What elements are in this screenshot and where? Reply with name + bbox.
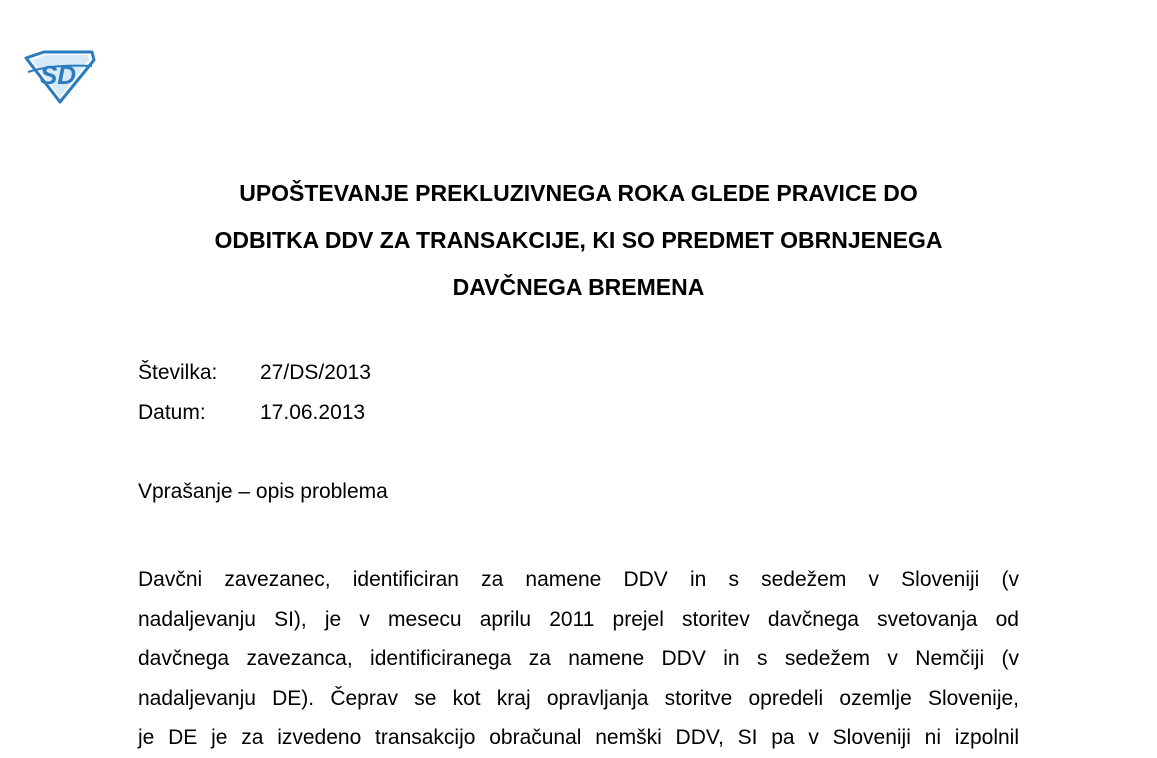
document-date-value: 17.06.2013 <box>260 401 366 424</box>
sd-shield-icon <box>22 50 96 104</box>
paragraph-line-2: nadaljevanju SI), je v mesecu aprilu 2011 prejel storitev davčnega svetovanja od <box>138 607 1019 631</box>
title-line-1: UPOŠTEVANJE PREKLUZIVNEGA ROKA GLEDE PRAVICE DO <box>239 180 918 206</box>
document-date-label: Datum: <box>138 401 206 424</box>
document-title <box>0 170 1157 311</box>
document-number-value: 27/DS/2013 <box>260 361 371 384</box>
title-line-3: DAVČNEGA BREMENA <box>452 274 705 300</box>
company-logo <box>22 50 96 104</box>
paragraph-line-1: Davčni zavezanec, identificiran za namene DDV in s sedežem v Sloveniji (v <box>138 568 1019 591</box>
paragraph-line-4: nadaljevanju DE). Čeprav se kot kraj opravljanja storitve opredeli ozemlje Slovenije, <box>138 686 1019 710</box>
paragraph-line-3: davčnega zavezanca, identificiranega za namene DDV in s sedežem v Nemčiji (v <box>138 647 1019 670</box>
document-number-label: Številka: <box>138 361 218 384</box>
section-heading: Vprašanje – opis problema <box>138 480 388 503</box>
paragraph-line-5: je DE je za izvedeno transakcijo obračunal nemški DDV, SI pa v Sloveniji ni izpolnil <box>138 726 1019 749</box>
body-paragraph <box>138 560 1019 758</box>
logo-letters: SD <box>39 60 77 90</box>
title-line-2: ODBITKA DDV ZA TRANSAKCIJE, KI SO PREDMET OBRNJENEGA <box>214 227 943 253</box>
